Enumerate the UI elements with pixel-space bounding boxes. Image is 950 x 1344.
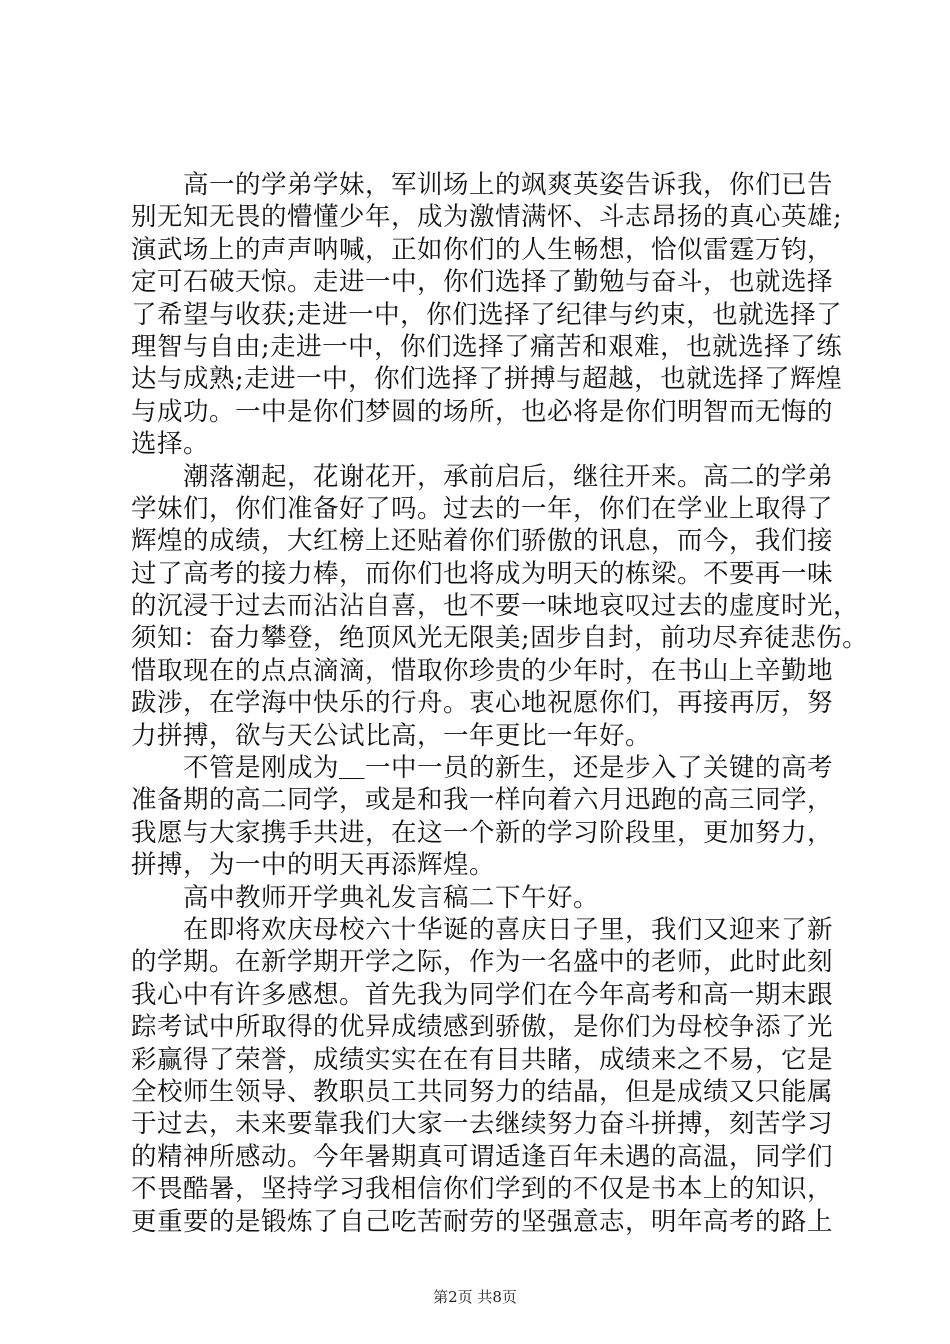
text-line: 的学期。在新学期开学之际，作为一名盛中的老师，此时此刻 [131, 947, 834, 978]
text-line: 更重要的是锻炼了自己吃苦耐劳的坚强意志，明年高考的路上 [131, 1206, 834, 1237]
text-line: 在即将欢庆母校六十华诞的喜庆日子里，我们又迎来了新 [183, 914, 834, 945]
text-line: 辉煌的成绩，大红榜上还贴着你们骄傲的讯息，而今，我们接 [131, 526, 834, 557]
text-line: 彩赢得了荣誉，成绩实实在在有目共睹，成绩来之不易，它是 [131, 1044, 834, 1075]
text-line: 理智与自由;走进一中，你们选择了痛苦和艰难，也就选择了练 [131, 331, 843, 362]
text-line: 跋涉，在学海中快乐的行舟。衷心地祝愿你们，再接再厉，努 [131, 688, 834, 719]
text-line: 达与成熟;走进一中，你们选择了拼搏与超越，也就选择了辉煌 [131, 364, 843, 395]
text-line: 过了高考的接力棒，而你们也将成为明天的栋梁。不要再一味 [131, 558, 834, 589]
text-line: 高中教师开学典礼发言稿二下午好。 [183, 882, 600, 913]
text-line: 选择。 [131, 429, 210, 460]
text-line: 惜取现在的点点滴滴，惜取你珍贵的少年时，在书山上辛勤地 [131, 655, 834, 686]
text-line: 别无知无畏的懵懂少年，成为激情满怀、斗志昂扬的真心英雄; [131, 202, 843, 233]
text-line: 全校师生领导、教职员工共同努力的结晶，但是成绩又只能属 [131, 1076, 834, 1107]
text-line: 于过去，未来要靠我们大家一去继续努力奋斗拼搏，刻苦学习 [131, 1109, 834, 1140]
text-line: 不畏酷暑，坚持学习我相信你们学到的不仅是书本上的知识， [131, 1174, 834, 1205]
text-line: 的沉浸于过去而沾沾自喜，也不要一味地哀叹过去的虚度时光， [131, 591, 860, 622]
text-line: 与成功。一中是你们梦圆的场所，也必将是你们明智而无悔的 [131, 396, 834, 427]
text-line: 的精神所感动。今年暑期真可谓适逢百年未遇的高温，同学们 [131, 1141, 834, 1172]
text-line: 不管是刚成为＿一中一员的新生，还是步入了关键的高考 [183, 753, 834, 784]
page-number-footer: 第2页 共8页 [433, 1288, 517, 1306]
text-line: 潮落潮起，花谢花开，承前启后，继往开来。高二的学弟 [183, 461, 834, 492]
document-body [131, 169, 869, 1238]
text-line: 力拼搏，欲与天公试比高，一年更比一年好。 [131, 720, 652, 751]
text-line: 了希望与收获;走进一中，你们选择了纪律与约束，也就选择了 [131, 299, 843, 330]
text-line: 我愿与大家携手共进，在这一个新的学习阶段里，更加努力， [131, 817, 834, 848]
text-line: 定可石破天惊。走进一中，你们选择了勤勉与奋斗，也就选择 [131, 267, 834, 298]
text-line: 学妹们，你们准备好了吗。过去的一年，你们在学业上取得了 [131, 493, 834, 524]
text-line: 高一的学弟学妹，军训场上的飒爽英姿告诉我，你们已告 [183, 170, 834, 200]
text-line: 我心中有许多感想。首先我为同学们在今年高考和高一期末跟 [131, 979, 834, 1010]
text-line: 准备期的高二同学，或是和我一样向着六月迅跑的高三同学， [131, 785, 834, 816]
text-line: 须知：奋力攀登，绝顶风光无限美;固步自封，前功尽弃徒悲伤。 [131, 623, 869, 654]
text-line: 拼搏，为一中的明天再添辉煌。 [131, 850, 496, 881]
text-line: 演武场上的声声呐喊，正如你们的人生畅想，恰似雷霆万钧， [131, 234, 834, 265]
text-line: 踪考试中所取得的优异成绩感到骄傲，是你们为母校争添了光 [131, 1012, 834, 1043]
